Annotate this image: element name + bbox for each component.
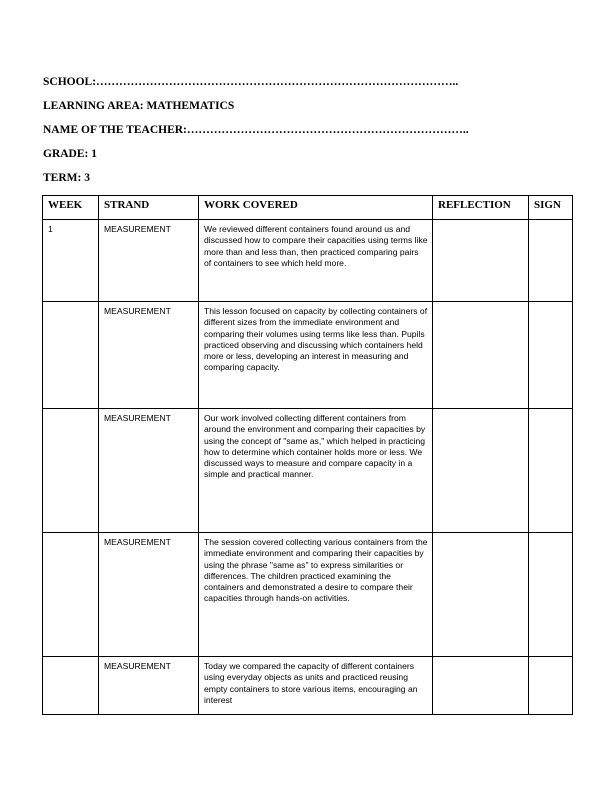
school-field: SCHOOL:………………………………………………………………………………….. (43, 76, 459, 88)
col-header-reflection: REFLECTION (433, 196, 529, 220)
week-cell (43, 657, 99, 715)
strand-cell: MEASUREMENT (99, 220, 199, 302)
strand-cell: MEASUREMENT (99, 302, 199, 409)
work-covered-cell: We reviewed different containers found around us and discussed how to compare their capacities using terms like more than and less than, then practiced comparing pairs of containers to see which held more. (199, 220, 433, 302)
strand-cell: MEASUREMENT (99, 657, 199, 715)
sign-cell[interactable] (529, 409, 573, 533)
work-covered-cell: Our work involved collecting different containers from around the environment and comparing their capacities by using the concept of "same as," which helped in practicing how to determine which container holds more or less. We discussed ways to measure and compare capacity in a simple and practical manner. (199, 409, 433, 533)
reflection-cell[interactable] (433, 533, 529, 657)
strand-cell: MEASUREMENT (99, 533, 199, 657)
sign-cell[interactable] (529, 302, 573, 409)
table-header-row (43, 196, 573, 220)
col-header-sign: SIGN (529, 196, 573, 220)
col-header-work-covered: WORK COVERED (199, 196, 433, 220)
reflection-cell[interactable] (433, 220, 529, 302)
term-label: TERM: 3 (43, 172, 90, 184)
reflection-cell[interactable] (433, 409, 529, 533)
work-covered-cell: This lesson focused on capacity by collecting containers of different sizes from the immediate environment and comparing their volumes using terms like less than. Pupils practiced observing and discussing which containers held more or less, developing an interest in measuring and comparing capacity. (199, 302, 433, 409)
week-cell: 1 (43, 220, 99, 302)
grade-label: GRADE: 1 (43, 148, 97, 160)
table-row (43, 409, 573, 533)
work-covered-cell: The session covered collecting various containers from the immediate environment and comparing their capacities by using the phrase "same as" to express similarities or differences. The children practiced examining the containers and demonstrated a desire to compare their capacities through hands-on activities. (199, 533, 433, 657)
sign-cell[interactable] (529, 657, 573, 715)
learning-area-label: LEARNING AREA: MATHEMATICS (43, 100, 235, 112)
table-row (43, 533, 573, 657)
week-cell (43, 533, 99, 657)
work-covered-table (42, 195, 573, 715)
col-header-strand: STRAND (99, 196, 199, 220)
table-row (43, 302, 573, 409)
reflection-cell[interactable] (433, 657, 529, 715)
reflection-cell[interactable] (433, 302, 529, 409)
col-header-week: WEEK (43, 196, 99, 220)
table-row (43, 220, 573, 302)
work-covered-text: Today we compared the capacity of different containers using everyday objects as units and practiced reusing empty containers to store various items, encouraging an interest (204, 661, 418, 705)
sign-cell[interactable] (529, 220, 573, 302)
week-cell (43, 409, 99, 533)
week-cell (43, 302, 99, 409)
sign-cell[interactable] (529, 533, 573, 657)
teacher-name-field: NAME OF THE TEACHER:……………………………………………………………….. (43, 124, 469, 136)
table-row (43, 657, 573, 715)
strand-cell: MEASUREMENT (99, 409, 199, 533)
work-covered-cell (199, 657, 433, 715)
